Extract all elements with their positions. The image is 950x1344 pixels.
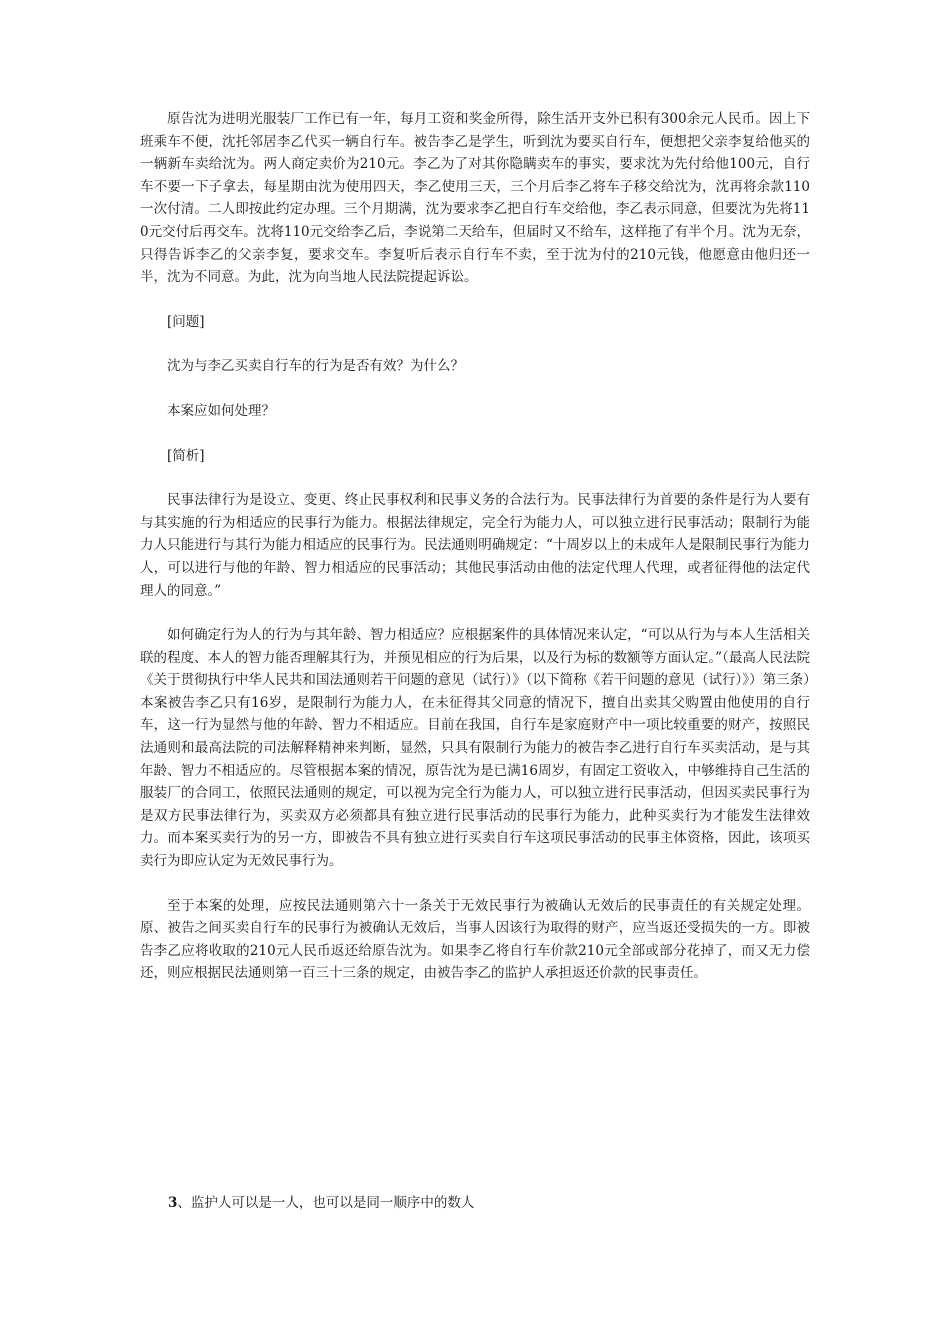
questions-heading: [问题]: [167, 313, 205, 330]
case-facts-paragraph: 原告沈为进明光服装厂工作已有一年，每月工资和奖金所得，除生活开支外已积有300余元人民币。因上下班乘车不便，沈托邻居李乙代买一辆自行车。被告李乙是学生，听到沈为要买自行车，便想把父亲李复给他买的一辆新车卖给沈为。两人商定卖价为210元。李乙为了对其你隐瞒卖车的事实，要求沈为先付给他100元，自行车不要一下子拿去，每星期由沈为使用四天，李乙使用三天，三个月后李乙将车子移交给沈为，沈再将余款110一次付清。二人即按此约定办理。三个月期满，沈为要求李乙把自行车交给他，李乙表示同意，但要沈为先将110元交付后再交车。沈将110元交给李乙后，李说第二天给车，但届时又不给车，这样拖了有半个月。沈为无奈，只得告诉李乙的父亲李复，要求交车。李复听后表示自行车不卖，至于沈为付的210元钱，他愿意由他归还一半，沈为不同意。为此，沈为向当地人民法院提起诉讼。: [140, 111, 810, 286]
analysis-paragraph-3: 至于本案的处理，应按民法通则第六十一条关于无效民事行为被确认无效后的民事责任的有关规定处理。原、被告之间买卖自行车的民事行为被确认无效后，当事人因该行为取得的财产，应当返还受损失的一方。即被告李乙应将收取的210元人民币返还给原告沈为。如果李乙将自行车价款210元全部或部分花掉了，而又无力偿还，则应根据民法通则第一百三十三条的规定，由被告李乙的监护人承担返还价款的民事责任。: [140, 897, 810, 982]
question-2: 本案应如何处理？: [167, 402, 275, 419]
section-number: 3: [168, 1195, 178, 1211]
section-heading: [168, 1192, 474, 1215]
section-title-text: 、监护人可以是一人，也可以是同一顺序中的数人: [177, 1195, 475, 1211]
document-body: [140, 108, 810, 985]
question-1: 沈为与李乙买卖自行车的行为是否有效？为什么？: [167, 358, 464, 375]
analysis-paragraph-2: 如何确定行为人的行为与其年龄、智力相适应？应根据案件的具体情况来认定，“可以从行为与本人生活相关联的程度、本人的智力能否理解其行为，并预见相应的行为后果，以及行为标的数额等方面认定。”（最高人民法院《关于贯彻执行中华人民共和国法通则若干问题的意见（试行）》（以下简称《若干问题的意见（试行）》）第三条）本案被告李乙只有16岁，是限制行为能力人，在未征得其父同意的情况下，擅自出卖其父购置由他使用的自行车，这一行为显然与他的年龄、智力不相适应。目前在我国，自行车是家庭财产中一项比较重要的财产，按照民法通则和最高法院的司法解释精神来判断，显然，只具有限制行为能力的被告李乙进行自行车买卖活动，是与其年龄、智力不相适应的。尽管根据本案的情况，原告沈为是已满16周岁，有固定工资收入，中够维持自己生活的服装厂的合同工，依照民法通则的规定，可以视为完全行为能力人，可以独立进行民事活动，但因买卖民事行为是双方民事法律行为，买卖双方必须都具有独立进行民事活动的民事行为能力，此种买卖行为才能发生法律效力。而本案买卖行为的另一方，即被告不具有独立进行买卖自行车这项民事活动的民事主体资格，因此，该项买卖行为即应认定为无效民事行为。: [140, 627, 810, 870]
analysis-heading: [简析]: [167, 447, 205, 464]
analysis-paragraph-1: 民事法律行为是设立、变更、终止民事权利和民事义务的合法行为。民事法律行为首要的条件是行为人要有与其实施的行为相适应的民事行为能力。根据法律规定，完全行为能力人，可以独立进行民事活动；限制行为能力人只能进行与其行为能力相适应的民事行为。民法通则明确规定：“十周岁以上的未成年人是限制民事行为能力人，可以进行与他的年龄、智力相适应的民事活动；其他民事活动由他的法定代理人代理，或者征得他的法定代理人的同意。”: [140, 492, 810, 599]
